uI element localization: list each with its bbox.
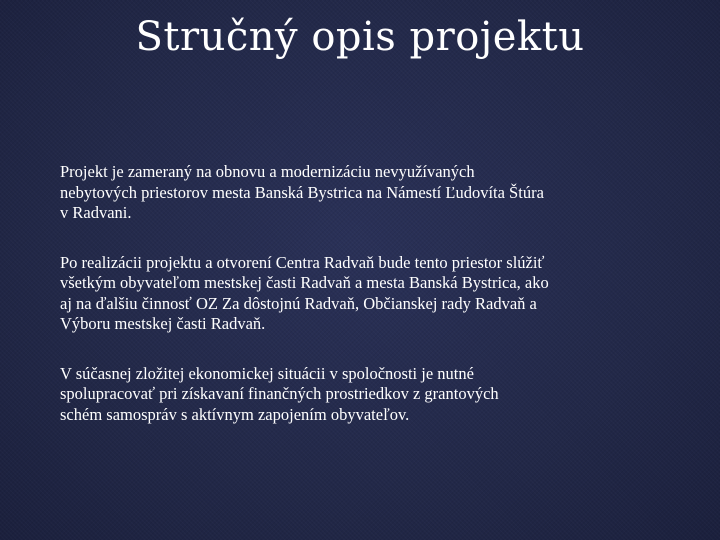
slide-title: Stručný opis projektu <box>135 14 585 60</box>
paragraph-project-aim: Projekt je zameraný na obnovu a modernizáciu nevyužívaných nebytových priestorov mesta Banská Bystrica na Námestí Ľudovíta Štúra v Radvani. <box>60 162 544 222</box>
slide-body <box>60 162 660 454</box>
paragraph-project-use: Po realizácii projektu a otvorení Centra Radvaň bude tento priestor slúžiť všetkým obyvateľom mestskej časti Radvaň a mesta Banská Bystrica, ako aj na ďalšiu činnosť OZ Za dôstojnú Radvaň, Občianskej rady Radvaň a Výboru mestskej časti Radvaň. <box>60 252 549 333</box>
paragraph-cooperation: V súčasnej zložitej ekonomickej situácii v spoločnosti je nutné spolupracovať pri získavaní finančných prostriedkov z grantových schém samospráv s aktívnym zapojením obyvateľov. <box>60 363 499 424</box>
